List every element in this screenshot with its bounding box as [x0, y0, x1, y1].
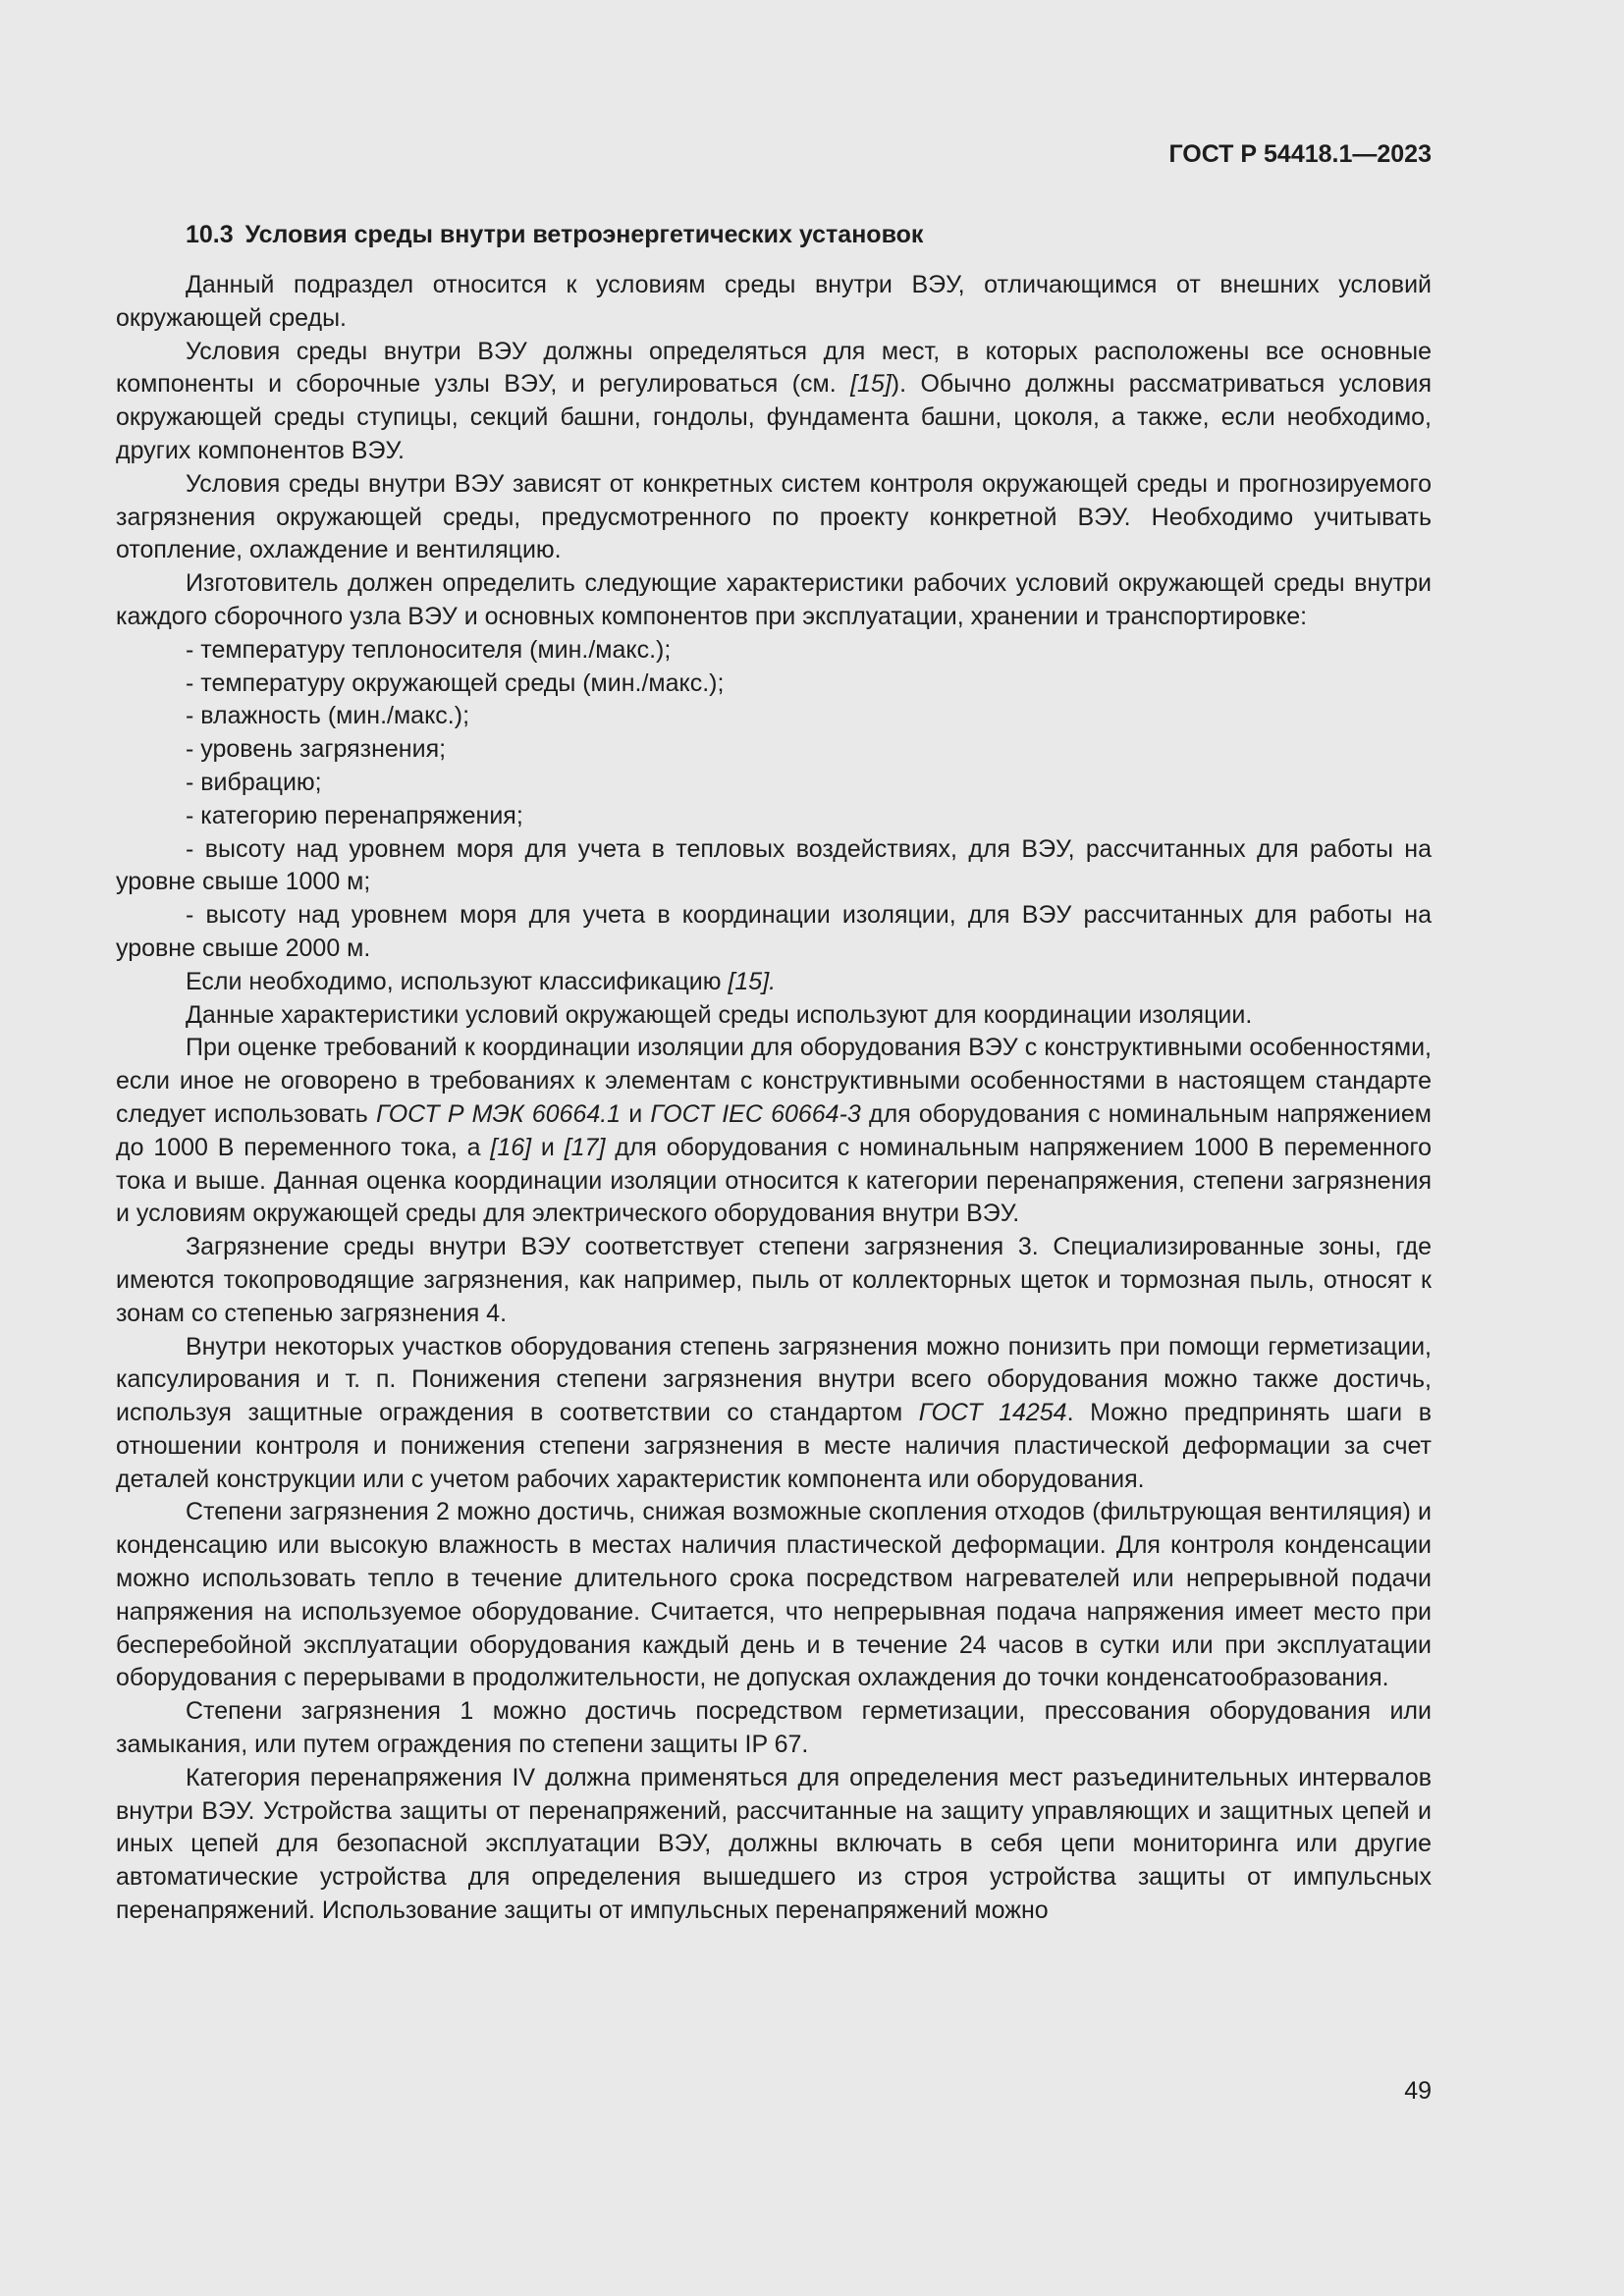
list-item: - категорию перенапряжения;	[186, 801, 523, 829]
paragraph-text: и	[621, 1099, 651, 1128]
paragraph	[116, 966, 1432, 999]
list-item: - температуру теплоносителя (мин./макс.);	[186, 635, 672, 664]
paragraph-text: Внутри некоторых участков оборудования степень загрязнения можно понизить при помощи герметизации, капсулирования и т. п. Понижения степени загрязнения внутри всего оборудования можно также достичь, используя защитные ограждения в соответствии со стандартом	[116, 1332, 1432, 1427]
paragraph-text: Условия среды внутри ВЭУ должны определяться для мест, в которых расположены все основные компоненты и сборочные узлы ВЭУ, и регулироваться (см.	[116, 337, 1432, 399]
reference: [17]	[564, 1133, 606, 1161]
paragraph: Степени загрязнения 1 можно достичь посредством герметизации, прессования оборудования или замыкания, или путем ограждения по степени защиты IP 67.	[116, 1697, 1432, 1759]
paragraph-text: ). Обычно должны рассматриваться условия окружающей среды ступицы, секций башни, гондолы, фундамента башни, цоколя, а также, если необходимо, других компонентов ВЭУ.	[116, 370, 1432, 464]
paragraph: Загрязнение среды внутри ВЭУ соответствует степени загрязнения 3. Специализированные зоны, где имеются токопроводящие загрязнения, как например, пыль от коллекторных щеток и тормозная пыль, относят к зонам со степенью загрязнения 4.	[116, 1233, 1432, 1327]
paragraph	[116, 1331, 1432, 1497]
paragraph	[116, 1032, 1432, 1231]
paragraph: Данный подраздел относится к условиям среды внутри ВЭУ, отличающимся от внешних условий окружающей среды.	[116, 271, 1432, 332]
paragraph-text: . Можно предпринять шаги в отношении контроля и понижения степени загрязнения в месте наличия пластической деформации за счет деталей конструкции или с учетом рабочих характеристик компонента или оборудования.	[116, 1399, 1432, 1493]
list-item: - вибрацию;	[186, 768, 322, 796]
section-body	[116, 269, 1432, 1928]
paragraph-text: При оценке требований к координации изоляции для оборудования ВЭУ с конструктивными особенностями, если иное не оговорено в требованиях к элементам с конструктивными особенностями в настоящем стандарте следует использовать	[116, 1034, 1432, 1128]
paragraph: Степени загрязнения 2 можно достичь, снижая возможные скопления отходов (фильтрующая вентиляция) и конденсацию или высокую влажность в местах наличия пластической деформации. Для контроля конденсации можно использовать тепло в течение длительного срока посредством нагревателей или непрерывной подачи напряжения на используемое оборудование. Считается, что непрерывная подача напряжения имеет место при бесперебойной эксплуатации оборудования каждый день и в течение 24 часов в сутки или при эксплуатации оборудования с перерывами в продолжительности, не допуская охлаждения до точки конденсатообразования.	[116, 1498, 1432, 1692]
section-title: Условия среды внутри ветроэнергетических установок	[244, 221, 924, 248]
list-item: - температуру окружающей среды (мин./макс.);	[186, 668, 725, 697]
reference: [15]	[850, 370, 892, 399]
list-item: - уровень загрязнения;	[186, 735, 447, 764]
reference: ГОСТ IEC 60664-3	[650, 1099, 861, 1128]
paragraph: Категория перенапряжения IV должна применяться для определения мест разъединительных интервалов внутри ВЭУ. Устройства защиты от перенапряжений, рассчитанные на защиту управляющих и защитных цепей и иных цепей для безопасной эксплуатации ВЭУ, должны включать в себя цепи мониторинга или другие автоматические устройства для определения вышедшего из строя устройства защиты от импульсных перенапряжений. Использование защиты от импульсных перенапряжений можно	[116, 1763, 1432, 1925]
document-standard-code: ГОСТ Р 54418.1—2023	[1168, 140, 1432, 168]
section-number: 10.3	[186, 221, 234, 248]
paragraph-text: для оборудования с номинальным напряжением до 1000 В переменного тока, а	[116, 1099, 1432, 1161]
section-heading	[116, 218, 1432, 251]
reference: ГОСТ 14254	[918, 1399, 1067, 1427]
reference: ГОСТ Р МЭК 60664.1	[375, 1099, 622, 1128]
page-content	[116, 137, 1432, 1928]
paragraph: Условия среды внутри ВЭУ зависят от конкретных систем контроля окружающей среды и прогнозируемого загрязнения окружающей среды, предусмотренного по проекту конкретной ВЭУ. Необходимо учитывать отопление, охлаждение и вентиляцию.	[116, 469, 1432, 564]
paragraph	[116, 336, 1432, 468]
reference: [16]	[490, 1133, 532, 1161]
paragraph-text: Если необходимо, используют классификацию	[186, 967, 729, 995]
paragraph: Данные характеристики условий окружающей среды используют для координации изоляции.	[186, 1000, 1253, 1029]
list-item: - высоту над уровнем моря для учета в тепловых воздействиях, для ВЭУ, рассчитанных для работы на уровне свыше 1000 м;	[116, 834, 1432, 896]
list-item: - высоту над уровнем моря для учета в координации изоляции, для ВЭУ рассчитанных для работы на уровне свыше 2000 м.	[116, 901, 1432, 962]
page-number: 49	[1404, 2077, 1432, 2105]
reference: [15].	[728, 967, 777, 995]
paragraph-text: и	[531, 1133, 565, 1161]
paragraph: Изготовитель должен определить следующие характеристики рабочих условий окружающей среды внутри каждого сборочного узла ВЭУ и основных компонентов при эксплуатации, хранении и транспортировке:	[116, 569, 1432, 630]
paragraph-text: для оборудования с номинальным напряжением 1000 В переменного тока и выше. Данная оценка координации изоляции относится к категории перенапряжения, степени загрязнения и условиям окружающей среды для электрического оборудования внутри ВЭУ.	[116, 1133, 1432, 1228]
list-item: - влажность (мин./макс.);	[186, 702, 470, 730]
